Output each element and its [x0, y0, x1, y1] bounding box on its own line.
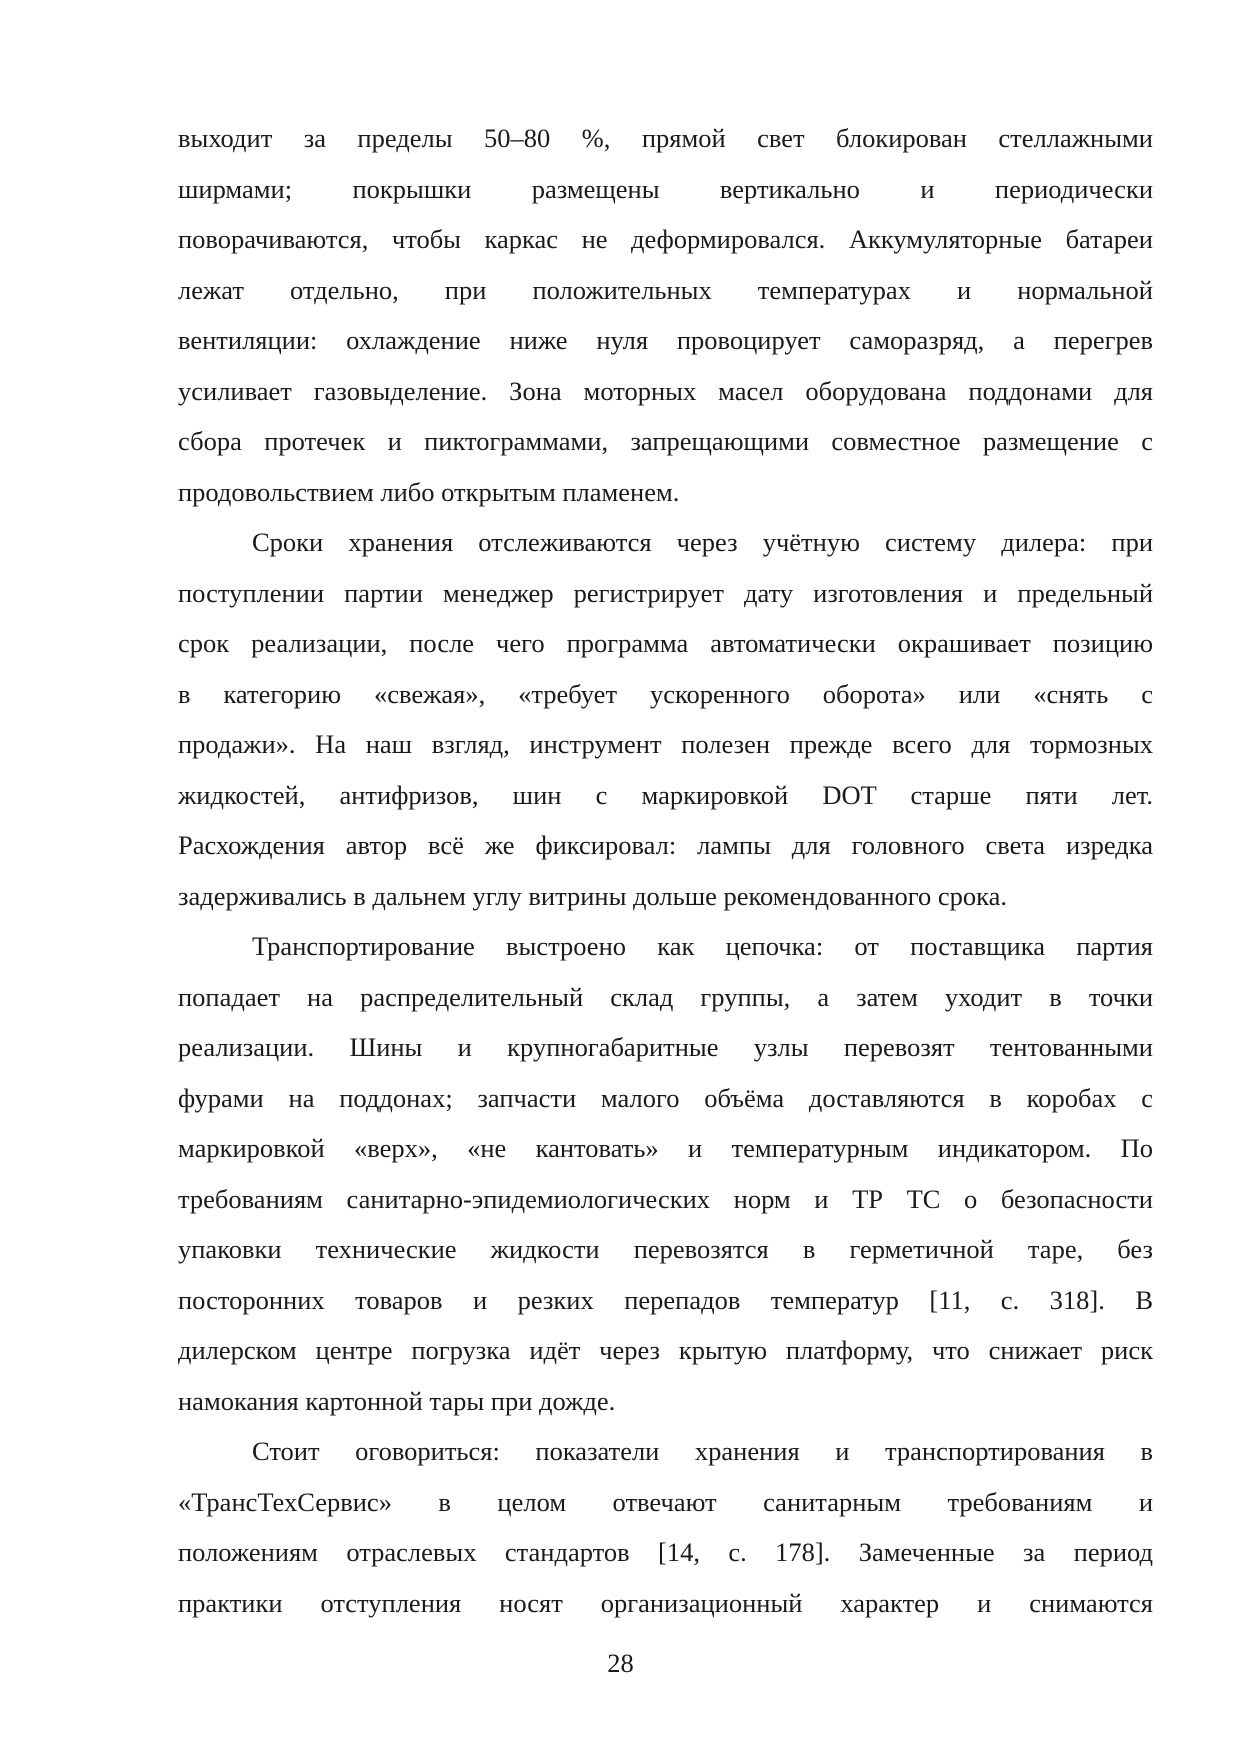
text-line: выходит за пределы 50–80 %, прямой свет блокирован стеллажными	[178, 123, 1153, 153]
page-number: 28	[607, 1648, 634, 1678]
text-line: поступлении партии менеджер регистрирует дату изготовления и предельный	[178, 577, 1153, 608]
text-line: намокания картонной тары при дожде.	[178, 1385, 616, 1416]
text-line: Сроки хранения отслеживаются через учётную систему дилера: при	[252, 527, 1153, 557]
paragraph	[178, 113, 1153, 517]
text-line: попадает на распределительный склад группы, а затем уходит в точки	[178, 981, 1153, 1012]
text-line: задерживались в дальнем углу витрины дольше рекомендованного срока.	[178, 880, 1007, 911]
text-line: лежат отдельно, при положительных температурах и нормальной	[178, 274, 1153, 305]
text-line: реализации. Шины и крупногабаритные узлы перевозят тентованными	[178, 1032, 1153, 1062]
text-line: упаковки технические жидкости перевозятся в герметичной таре, без	[178, 1234, 1153, 1264]
text-line: положениям отраслевых стандартов [14, с. 178]. Замеченные за период	[178, 1537, 1153, 1567]
text-line: маркировкой «верх», «не кантовать» и температурным индикатором. По	[178, 1133, 1153, 1163]
text-line: дилерском центре погрузка идёт через крытую платформу, что снижает риск	[178, 1335, 1153, 1365]
paragraph	[178, 517, 1153, 921]
text-line: продовольствием либо открытым пламенем.	[178, 476, 680, 507]
text-line: срок реализации, после чего программа автоматически окрашивает позицию	[178, 628, 1153, 658]
paragraph	[178, 1426, 1153, 1628]
text-line: практики отступления носят организационный характер и снимаются	[178, 1587, 1153, 1618]
text-line: сбора протечек и пиктограммами, запрещающими совместное размещение с	[178, 426, 1153, 456]
text-line: Расхождения автор всё же фиксировал: лампы для головного света изредка	[178, 830, 1153, 860]
text-line: жидкостей, антифризов, шин с маркировкой DOT старше пяти лет.	[178, 779, 1153, 810]
text-line: продажи». На наш взгляд, инструмент полезен прежде всего для тормозных	[178, 729, 1153, 759]
text-line: поворачиваются, чтобы каркас не деформировался. Аккумуляторные батареи	[178, 224, 1153, 254]
text-line: усиливает газовыделение. Зона моторных масел оборудована поддонами для	[178, 375, 1153, 406]
text-line: в категорию «свежая», «требует ускоренного оборота» или «снять с	[178, 678, 1153, 709]
text-line: Транспортирование выстроено как цепочка: от поставщика партия	[252, 931, 1153, 961]
text-line: фурами на поддонах; запчасти малого объёма доставляются в коробах с	[178, 1082, 1153, 1113]
paragraph	[178, 921, 1153, 1426]
text-line: посторонних товаров и резких перепадов температур [11, с. 318]. В	[178, 1284, 1153, 1315]
text-line: требованиям санитарно-эпидемиологических норм и ТР ТС о безопасности	[178, 1183, 1153, 1214]
text-line: вентиляции: охлаждение ниже нуля провоцирует саморазряд, а перегрев	[178, 325, 1153, 355]
body-text	[178, 113, 1153, 1628]
text-line: Стоит оговориться: показатели хранения и транспортирования в	[252, 1436, 1153, 1466]
text-line: ширмами; покрышки размещены вертикально и периодически	[178, 173, 1153, 204]
text-line: «ТрансТехСервис» в целом отвечают санитарным требованиям и	[178, 1486, 1153, 1517]
